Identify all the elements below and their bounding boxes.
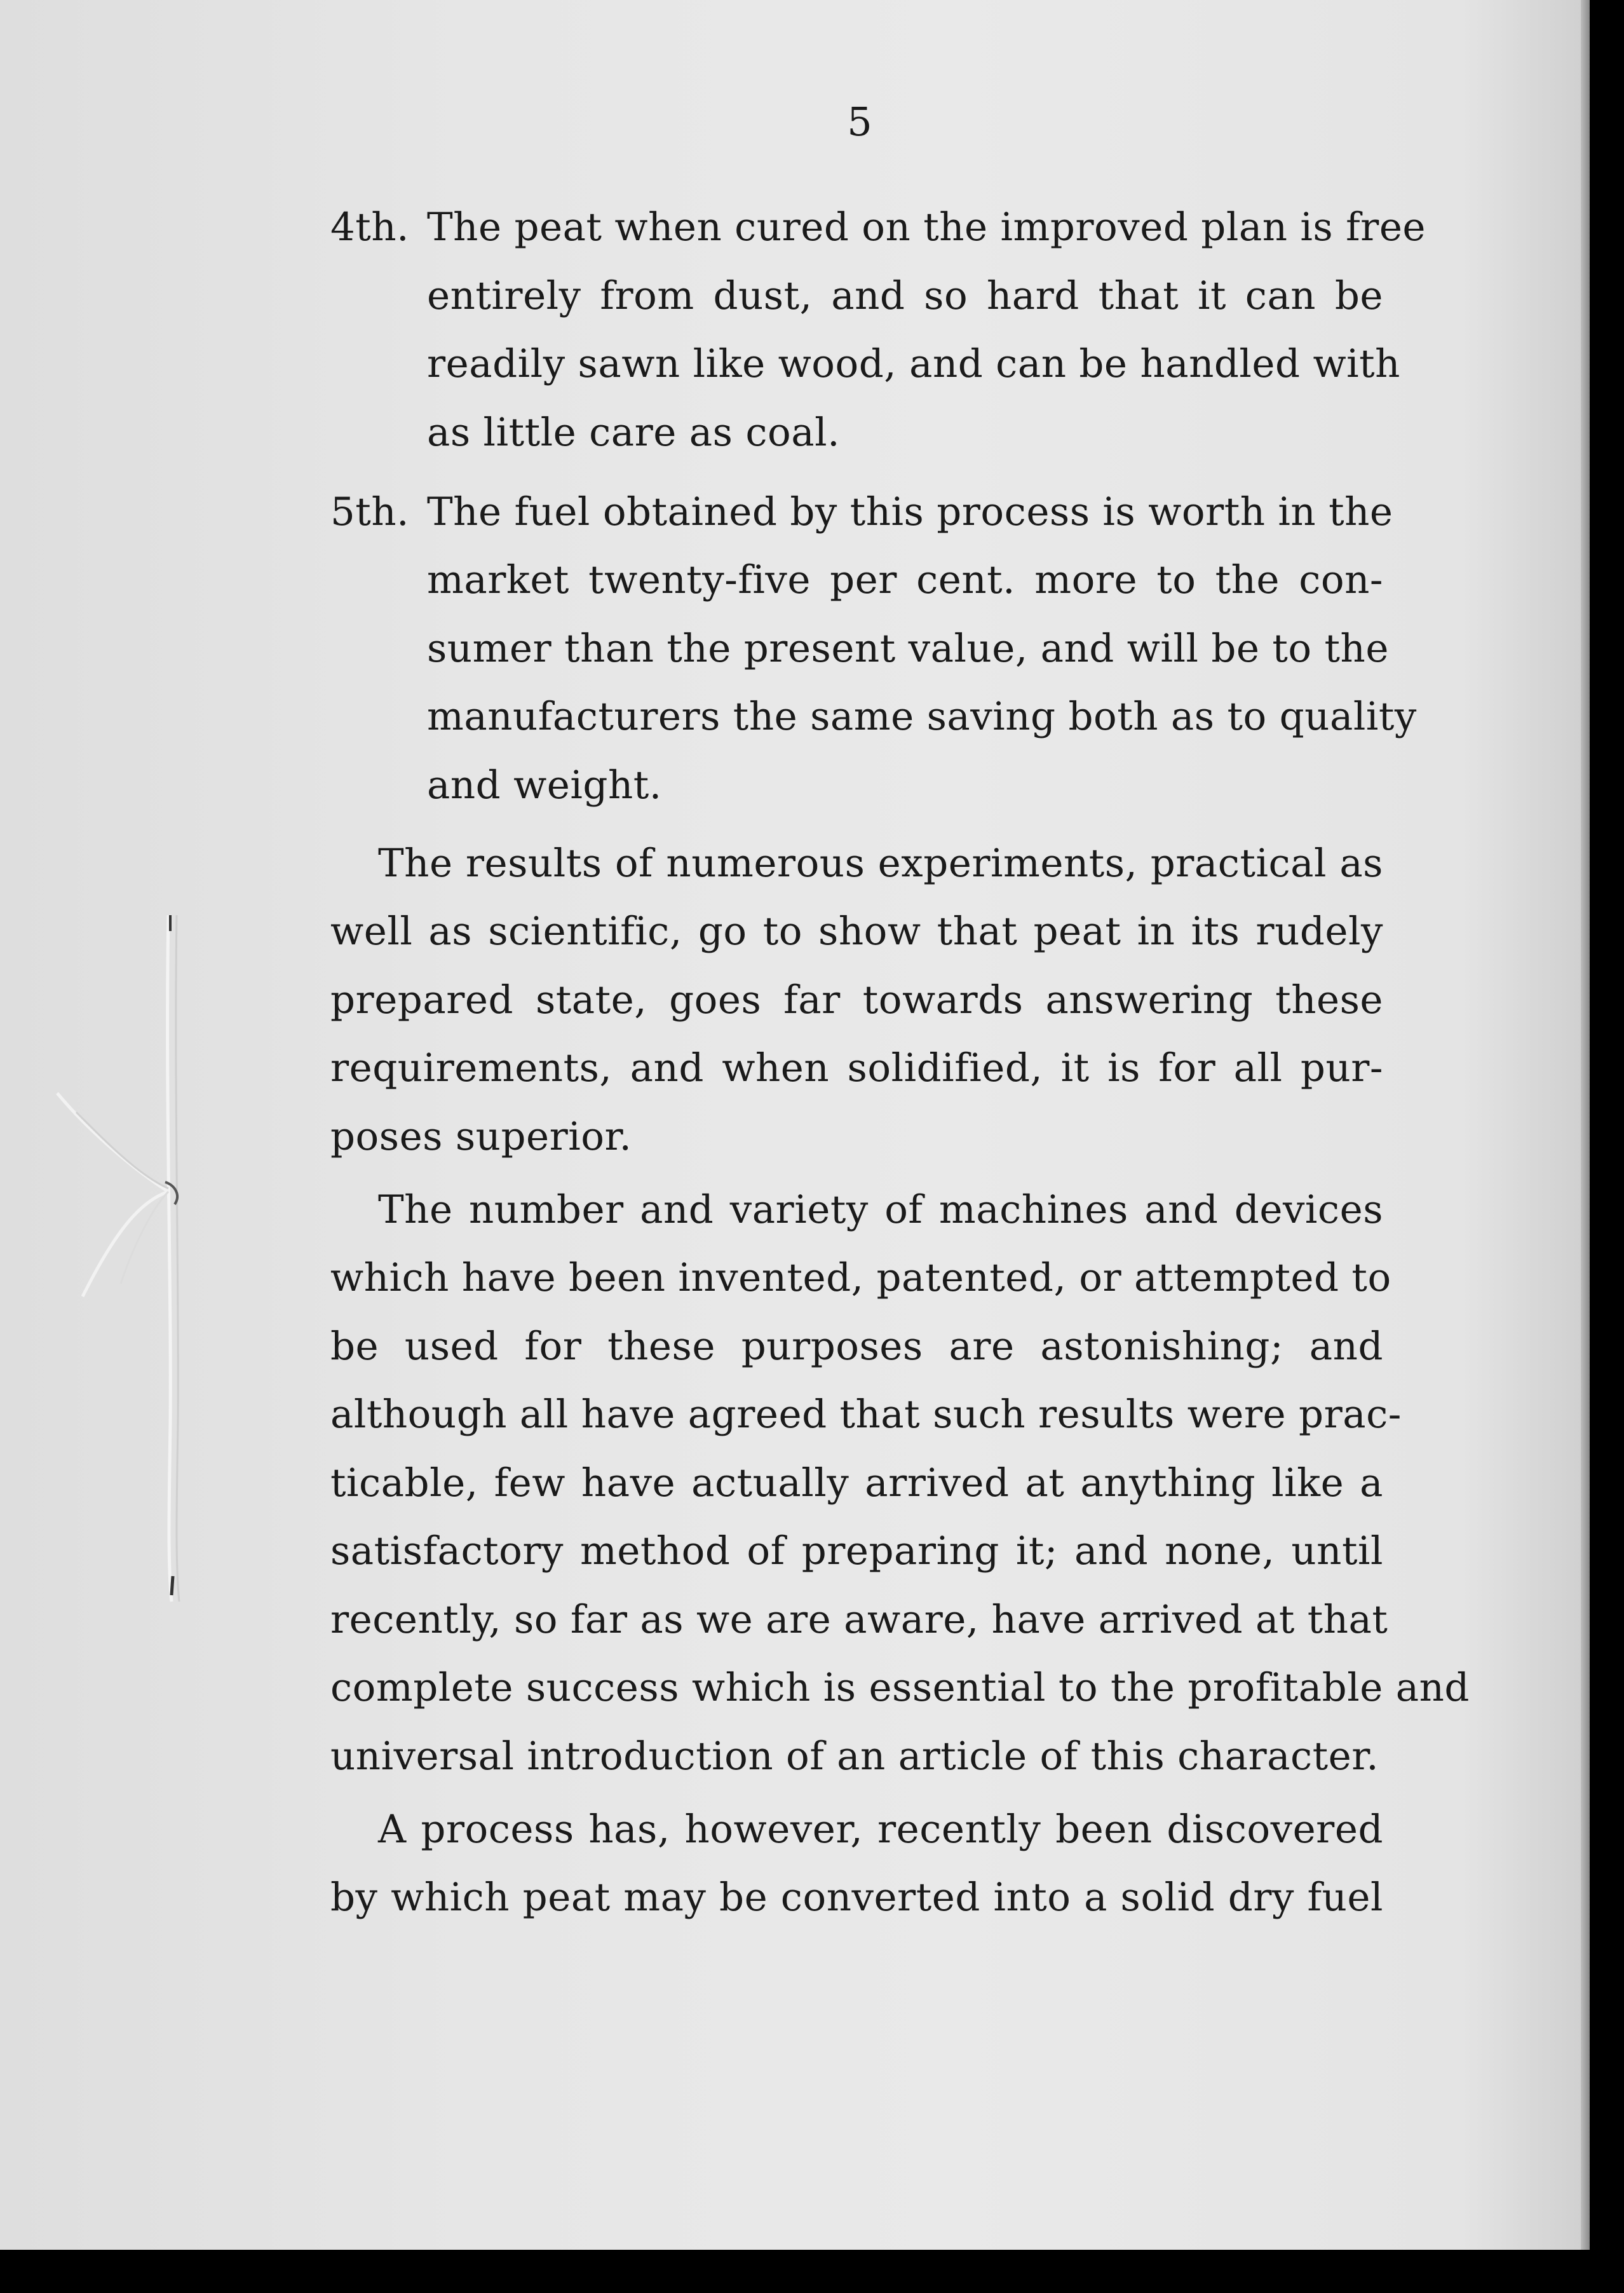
paragraph-2-line-4: although all have agreed that such results were prac-: [330, 1392, 1402, 1437]
item-5th-line-3: sumer than the present value, and will be to the: [427, 626, 1389, 671]
paragraph-2-line-1: The number and variety of machines and devices: [378, 1187, 1383, 1232]
paragraph-3-line-2: by which peat may be converted into a solid dry fuel: [330, 1875, 1383, 1920]
paragraph-1-line-1: The results of numerous experiments, practical as: [378, 841, 1383, 886]
paragraph-1-line-3: prepared state, goes far towards answering these: [330, 977, 1383, 1023]
item-5th-line-2: market twenty-five per cent. more to the con-: [427, 557, 1383, 602]
item-5th-line-4: manufacturers the same saving both as to quality: [427, 694, 1417, 739]
paragraph-1-line-5: poses superior.: [330, 1114, 632, 1159]
paragraph-2-line-7: recently, so far as we are aware, have arrived at that: [330, 1597, 1388, 1642]
paragraph-2-line-6: satisfactory method of preparing it; and none, until: [330, 1528, 1383, 1574]
item-5th-line-5: and weight.: [427, 763, 662, 808]
page-number: 5: [847, 99, 872, 145]
item-label-5th: 5th.: [330, 489, 409, 534]
item-4th-line-1: The peat when cured on the improved plan is free: [427, 205, 1426, 250]
item-4th-line-4: as little care as coal.: [427, 410, 841, 455]
paragraph-2-line-5: ticable, few have actually arrived at anything like a: [330, 1460, 1383, 1506]
paragraph-1-line-2: well as scientific, go to show that peat in its rudely: [330, 909, 1383, 954]
item-4th-line-3: readily sawn like wood, and can be handled with: [427, 341, 1400, 386]
item-5th-line-1: The fuel obtained by this process is worth in the: [427, 489, 1393, 534]
paragraph-3-line-1: A process has, however, recently been discovered: [378, 1807, 1383, 1852]
paragraph-2-line-2: which have been invented, patented, or attempted to: [330, 1255, 1391, 1300]
item-label-4th: 4th.: [330, 205, 409, 250]
paragraph-2-line-9: universal introduction of an article of this character.: [330, 1734, 1379, 1779]
paragraph-2-line-3: be used for these purposes are astonishing; and: [330, 1324, 1383, 1369]
item-4th-line-2: entirely from dust, and so hard that it can be: [427, 273, 1383, 318]
paragraph-1-line-4: requirements, and when solidified, it is for all pur-: [330, 1045, 1383, 1091]
paragraph-2-line-8: complete success which is essential to the profitable and: [330, 1665, 1470, 1710]
